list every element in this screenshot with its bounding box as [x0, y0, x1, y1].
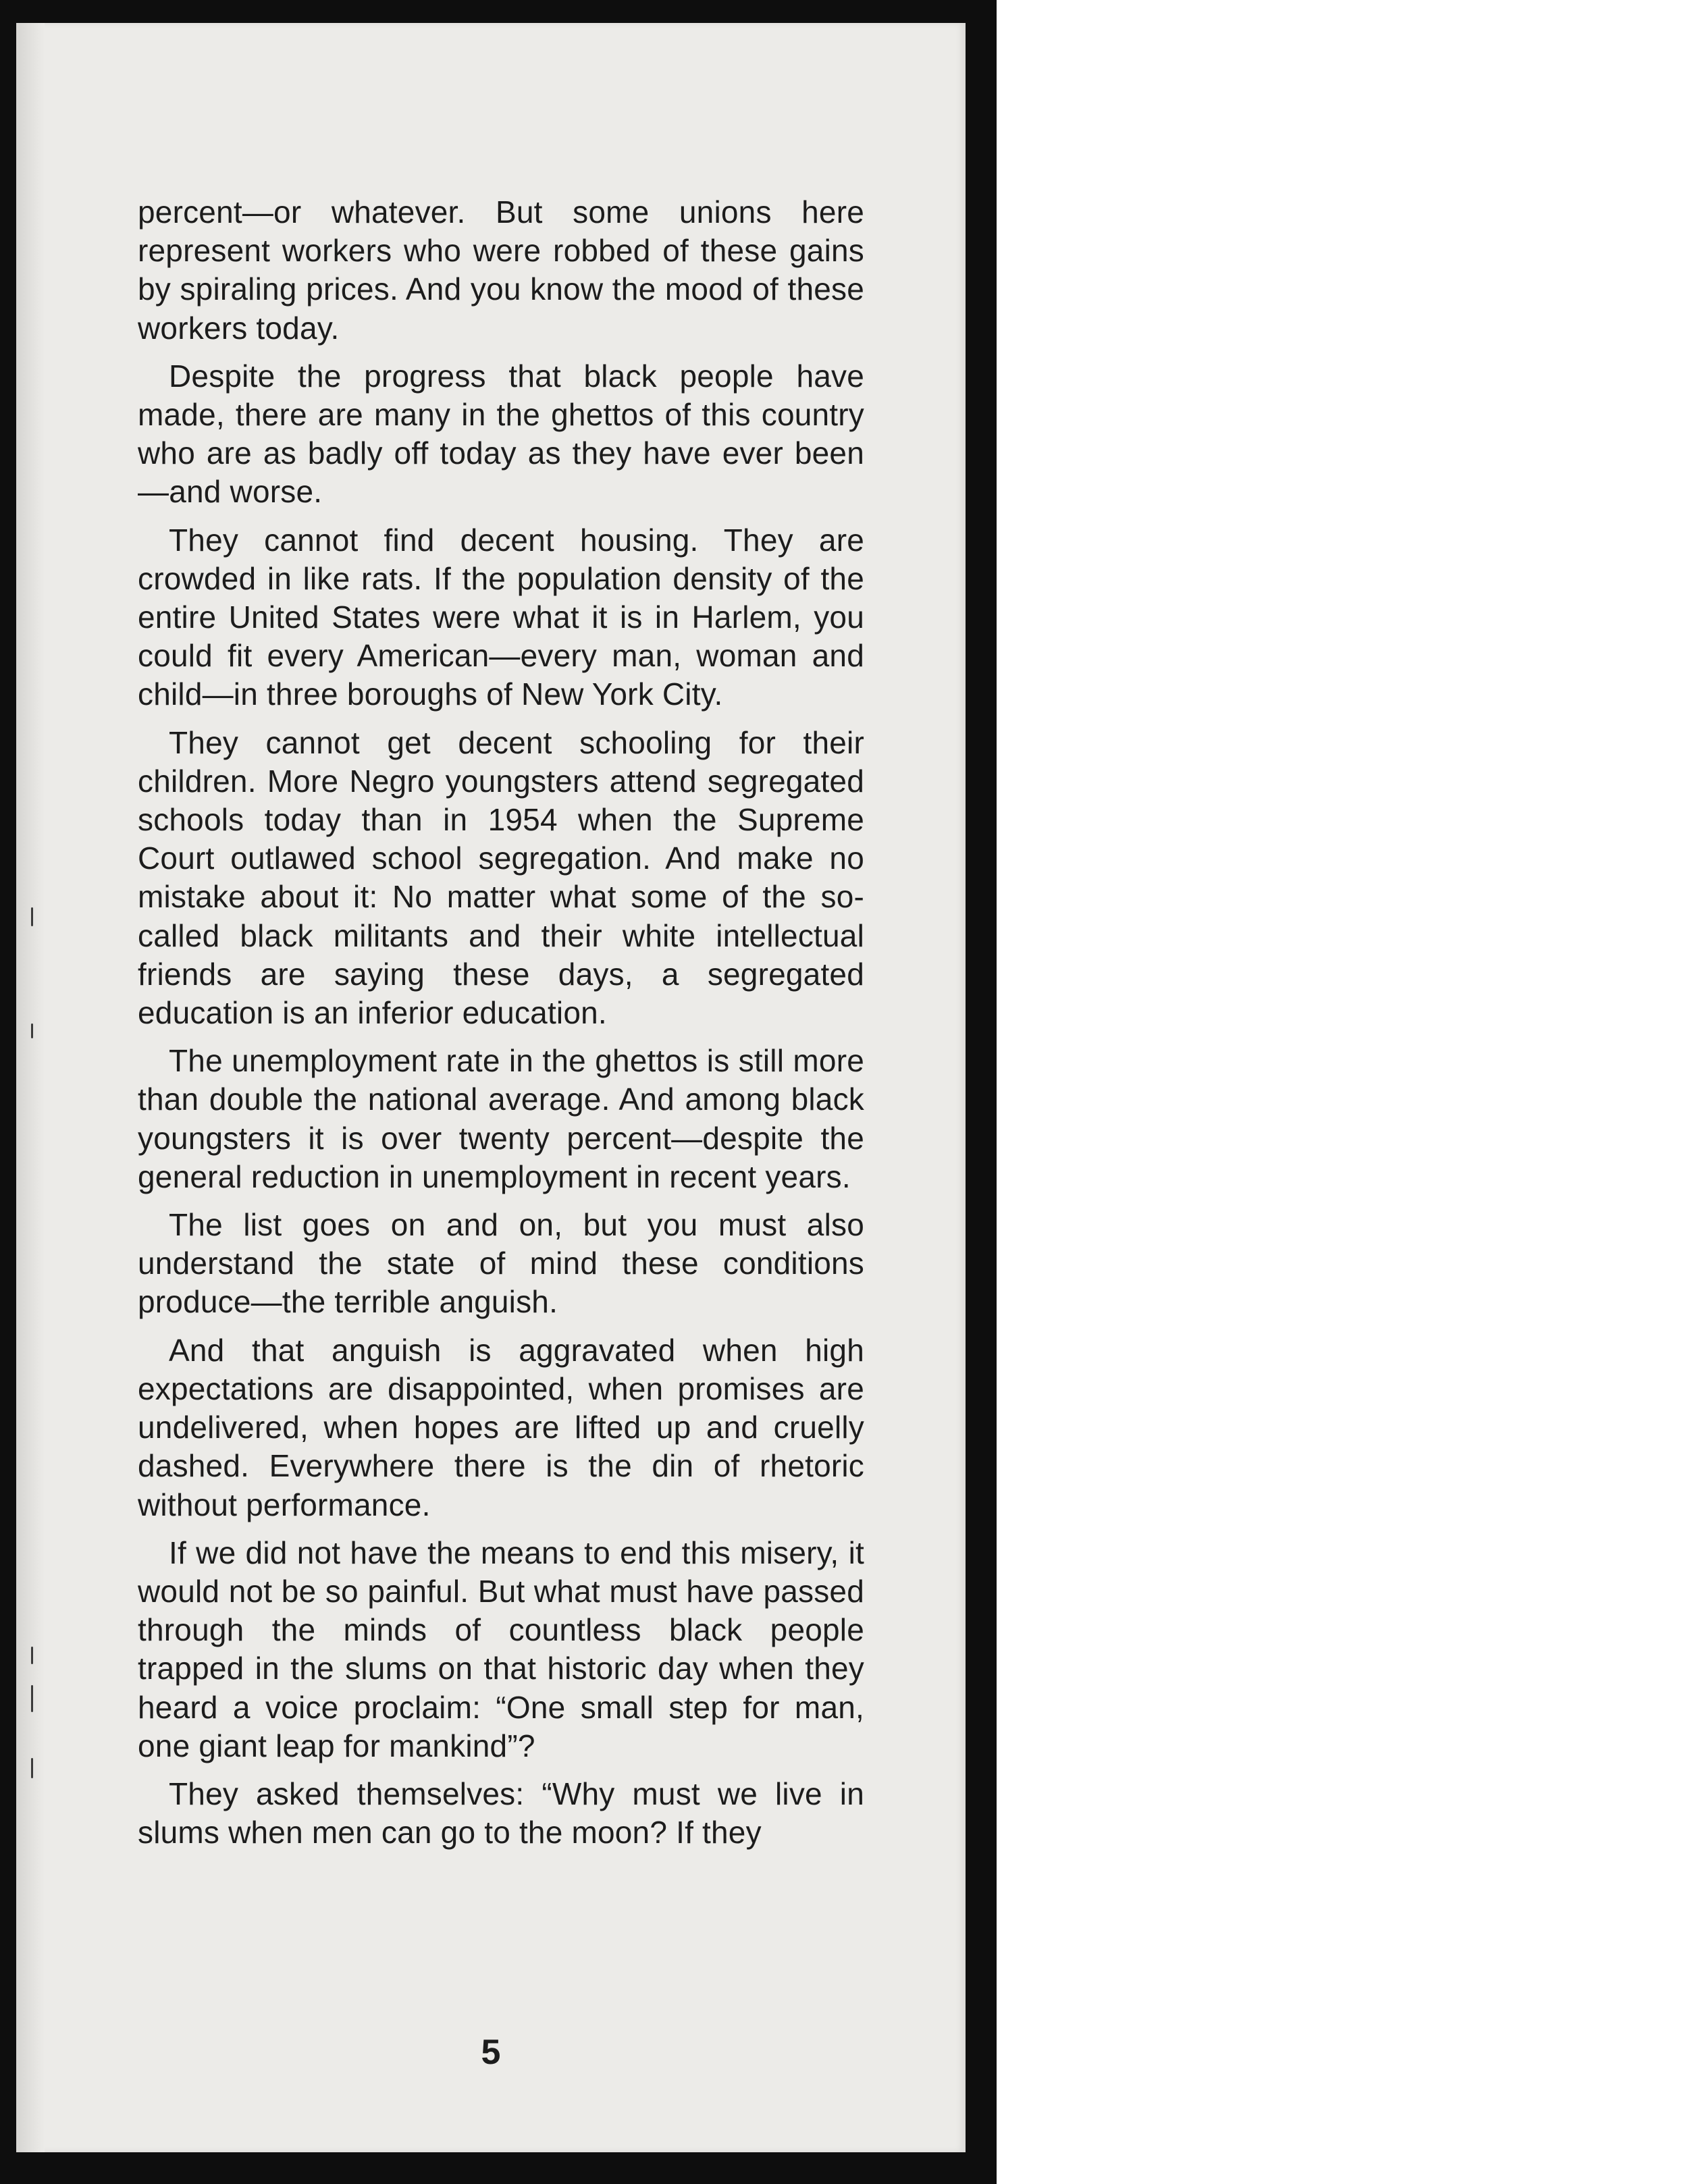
paragraph: And that anguish is aggravated when high expectations are disappointed, when promises are undelivered, when hopes are lifted up and cruelly dashed. Everywhere there is the din of rhetoric without performance.	[138, 1332, 864, 1522]
paragraph: They cannot get decent schooling for their children. More Negro youngsters attend segregated schools today than in 1954 when the Supreme Court outlawed school segregation. And make no mistake about it: No matter what some of the so-called black militants and their white intellectual friends are saying these days, a segregated education is an inferior education.	[138, 724, 864, 1031]
paragraph: The list goes on and on, but you must also understand the state of mind these conditions produce—the terrible anguish.	[138, 1207, 864, 1320]
binding-mark	[31, 1685, 33, 1712]
paragraph: Despite the progress that black people have made, there are many in the ghettos of this country who are as badly off today as they have ever been—and worse.	[138, 358, 864, 510]
body-text	[138, 193, 864, 1852]
paragraph: The unemployment rate in the ghettos is still more than double the national average. And among black youngsters it is over twenty percent—despite the general reduction in unemployment in recent years.	[138, 1043, 864, 1194]
binding-mark	[31, 907, 33, 926]
page-number: 5	[481, 2033, 501, 2072]
book-page	[16, 23, 966, 2152]
binding-mark	[31, 1023, 33, 1038]
paragraph: They cannot find decent housing. They are crowded in like rats. If the population density of the entire United States were what it is in Harlem, you could fit every American—every man, woman and child—in three boroughs of New York City.	[138, 522, 864, 712]
paragraph: They asked themselves: “Why must we live in slums when men can go to the moon? If they	[138, 1776, 864, 1850]
page-gutter	[16, 23, 45, 2152]
paragraph: percent—or whatever. But some unions here represent workers who were robbed of these gains by spiraling prices. And you know the mood of these workers today.	[138, 194, 864, 346]
binding-mark	[31, 1647, 33, 1664]
binding-mark	[31, 1758, 33, 1778]
paragraph: If we did not have the means to end this misery, it would not be so painful. But what must have passed through the minds of countless black people trapped in the slums on that historic day when they heard a voice proclaim: “One small step for man, one giant leap for mankind”?	[138, 1535, 864, 1763]
